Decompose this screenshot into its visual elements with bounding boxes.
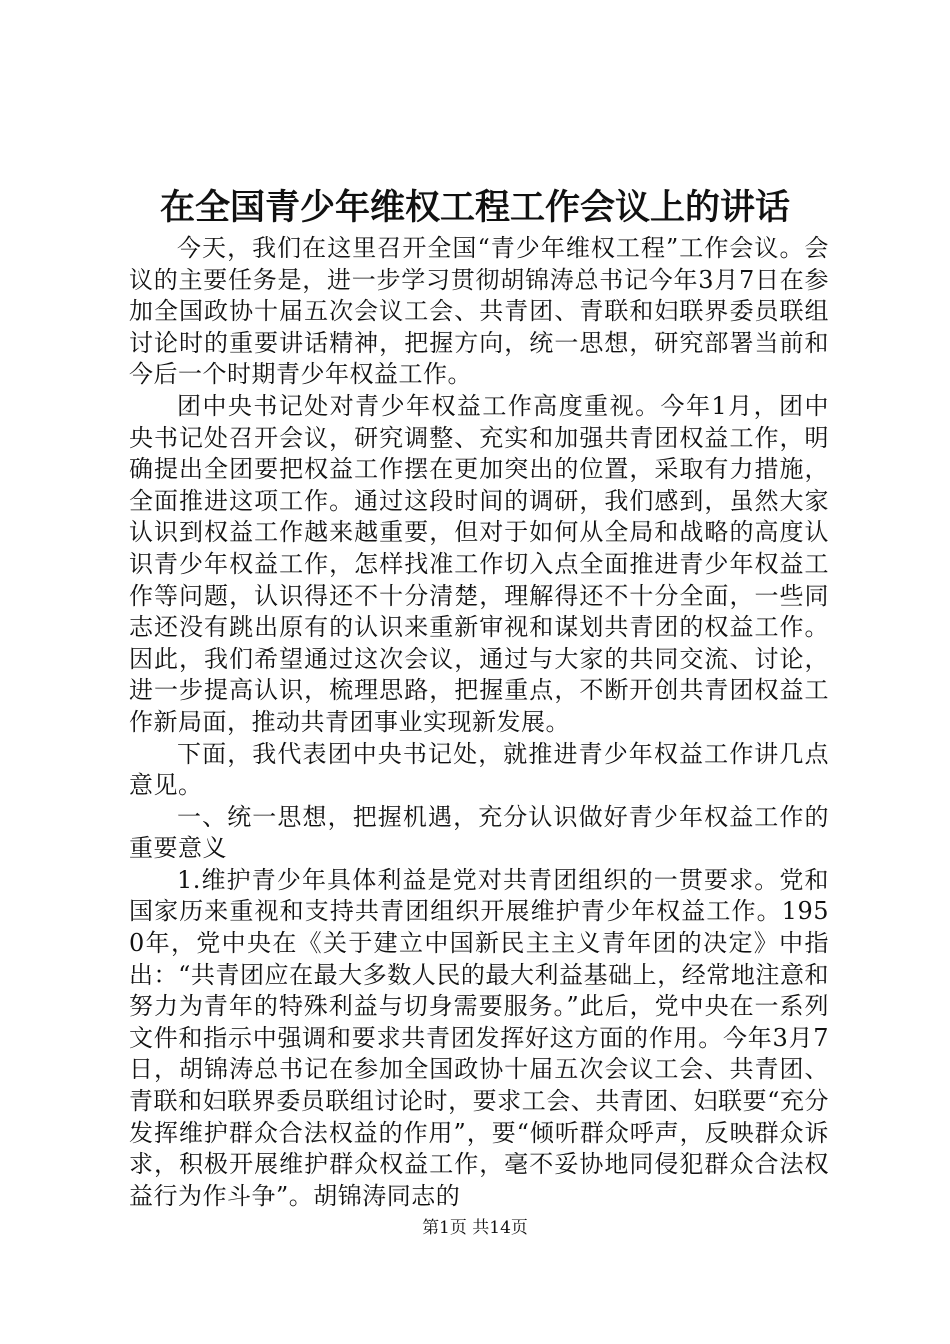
section-heading-1: 一、统一思想，把握机遇，充分认识做好青少年权益工作的重要意义	[129, 802, 829, 863]
page-indicator: 第1页 共14页	[422, 1218, 528, 1238]
document-body	[129, 233, 829, 1212]
document-title: 在全国青少年维权工程工作会议上的讲话	[159, 187, 790, 228]
paragraph-secretariat: 团中央书记处对青少年权益工作高度重视。今年1月，团中央书记处召开会议，研究调整、充实和加强共青团权益工作，明确提出全团要把权益工作摆在更加突出的位置，采取有力措施，全面推进这项工作。通过这段时间的调研，我们感到，虽然大家认识到权益工作越来越重要，但对于如何从全局和战略的高度认识青少年权益工作，怎样找准工作切入点全面推进青少年权益工作等问题，认识得还不十分清楚，理解得还不十分全面，一些同志还没有跳出原有的认识来重新审视和谋划共青团的权益工作。因此，我们希望通过这次会议，通过与大家的共同交流、讨论，进一步提高认识，梳理思路，把握重点，不断开创共青团权益工作新局面，推动共青团事业实现新发展。	[129, 391, 829, 736]
paragraph-intro-points: 下面，我代表团中央书记处，就推进青少年权益工作讲几点意见。	[129, 739, 829, 800]
paragraph-opening: 今天，我们在这里召开全国“青少年维权工程”工作会议。会议的主要任务是，进一步学习贯彻胡锦涛总书记今年3月7日在参加全国政协十届五次会议工会、共青团、青联和妇联界委员联组讨论时的重要讲话精神，把握方向，统一思想，研究部署当前和今后一个时期青少年权益工作。	[129, 234, 829, 389]
paragraph-point-1: 1.维护青少年具体利益是党对共青团组织的一贯要求。党和国家历来重视和支持共青团组织开展维护青少年权益工作。1950年，党中央在《关于建立中国新民主主义青年团的决定》中指出：“共青团应在最大多数人民的最大利益基础上，经常地注意和努力为青年的特殊利益与切身需要服务。”此后，党中央在一系列文件和指示中强调和要求共青团发挥好这方面的作用。今年3月7日，胡锦涛总书记在参加全国政协十届五次会议工会、共青团、青联和妇联界委员联组讨论时，要求工会、共青团、妇联要“充分发挥维护群众合法权益的作用”，要“倾听群众呼声，反映群众诉求，积极开展维护群众权益工作，毫不妥协地同侵犯群众合法权益行为作斗争”。胡锦涛同志的	[129, 865, 829, 1210]
